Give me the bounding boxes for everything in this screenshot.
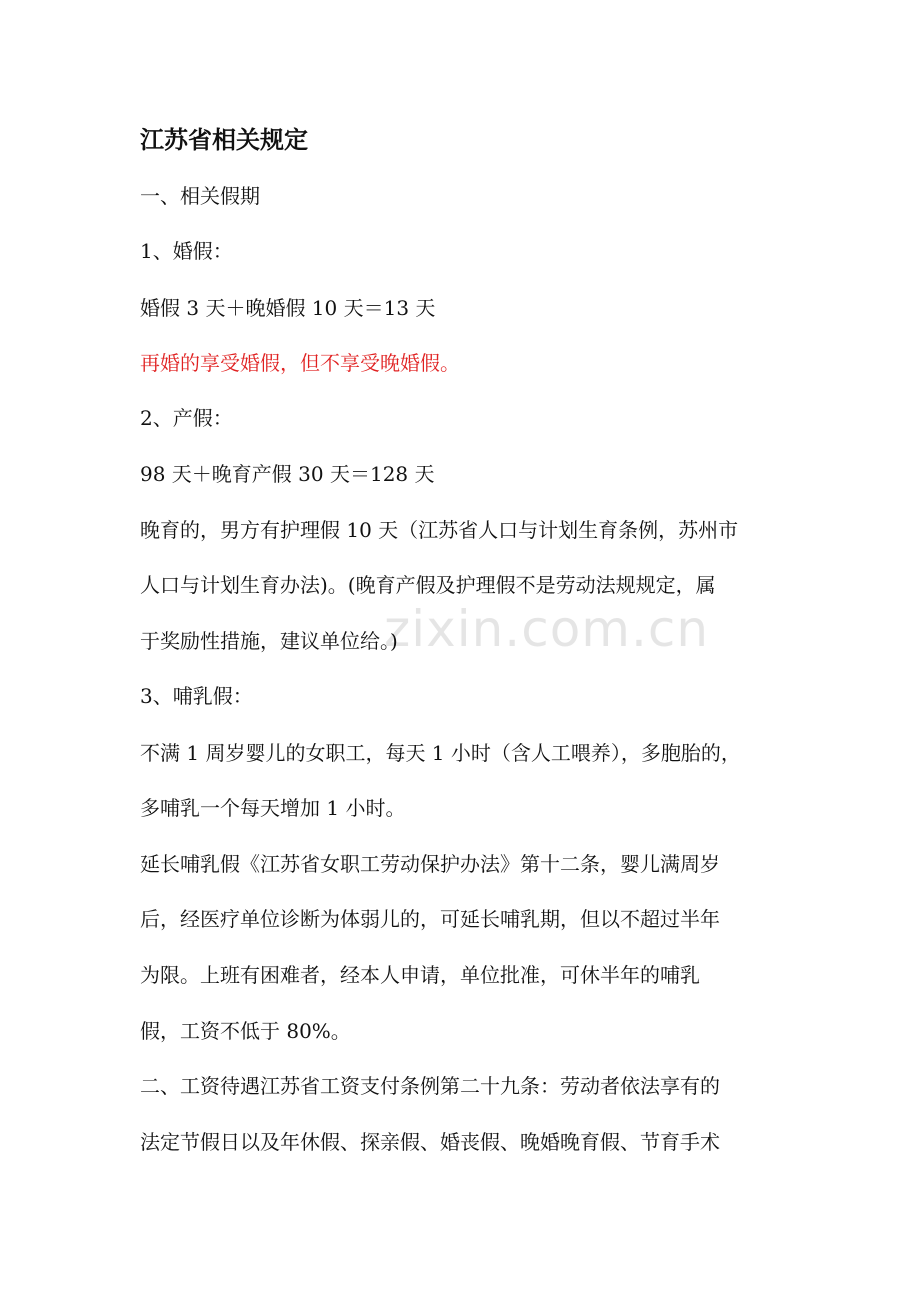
paternity-leave-line-1: 晚育的，男方有护理假 10 天（江苏省人口与计划生育条例，苏州市 [140, 518, 739, 542]
section-heading-wages-line-2: 法定节假日以及年休假、探亲假、婚丧假、晚婚晚育假、节育手术 [140, 1130, 720, 1154]
extended-nursing-line-4: 假，工资不低于 80%。 [140, 1019, 351, 1043]
extended-nursing-line-1: 延长哺乳假《江苏省女职工劳动保护办法》第十二条，婴儿满周岁 [140, 852, 720, 876]
maternity-leave-formula: 98 天＋晚育产假 30 天＝128 天 [140, 462, 435, 486]
document-title: 江苏省相关规定 [140, 125, 308, 154]
nursing-leave-line-1: 不满 1 周岁婴儿的女职工，每天 1 小时（含人工喂养），多胞胎的， [140, 741, 741, 765]
section-heading-holidays: 一、相关假期 [140, 184, 260, 208]
subheading-nursing-leave: 3、哺乳假： [140, 684, 253, 708]
subheading-marriage-leave: 1、婚假： [140, 239, 233, 263]
watermark: zixin.com.cn [384, 600, 710, 658]
extended-nursing-line-3: 为限。上班有困难者，经本人申请，单位批准，可休半年的哺乳 [140, 963, 700, 987]
paternity-leave-line-2: 人口与计划生育办法)。(晚育产假及护理假不是劳动法规规定，属 [140, 573, 716, 597]
nursing-leave-line-2: 多哺乳一个每天增加 1 小时。 [140, 796, 406, 820]
remarriage-note: 再婚的享受婚假，但不享受晚婚假。 [140, 351, 460, 375]
section-heading-wages-line-1: 二、工资待遇江苏省工资支付条例第二十九条：劳动者依法享有的 [140, 1074, 720, 1098]
marriage-leave-formula: 婚假 3 天＋晚婚假 10 天＝13 天 [140, 296, 436, 320]
subheading-maternity-leave: 2、产假： [140, 406, 233, 430]
extended-nursing-line-2: 后，经医疗单位诊断为体弱儿的，可延长哺乳期，但以不超过半年 [140, 907, 720, 931]
paternity-leave-line-3: 于奖励性措施，建议单位给。) [140, 629, 398, 653]
